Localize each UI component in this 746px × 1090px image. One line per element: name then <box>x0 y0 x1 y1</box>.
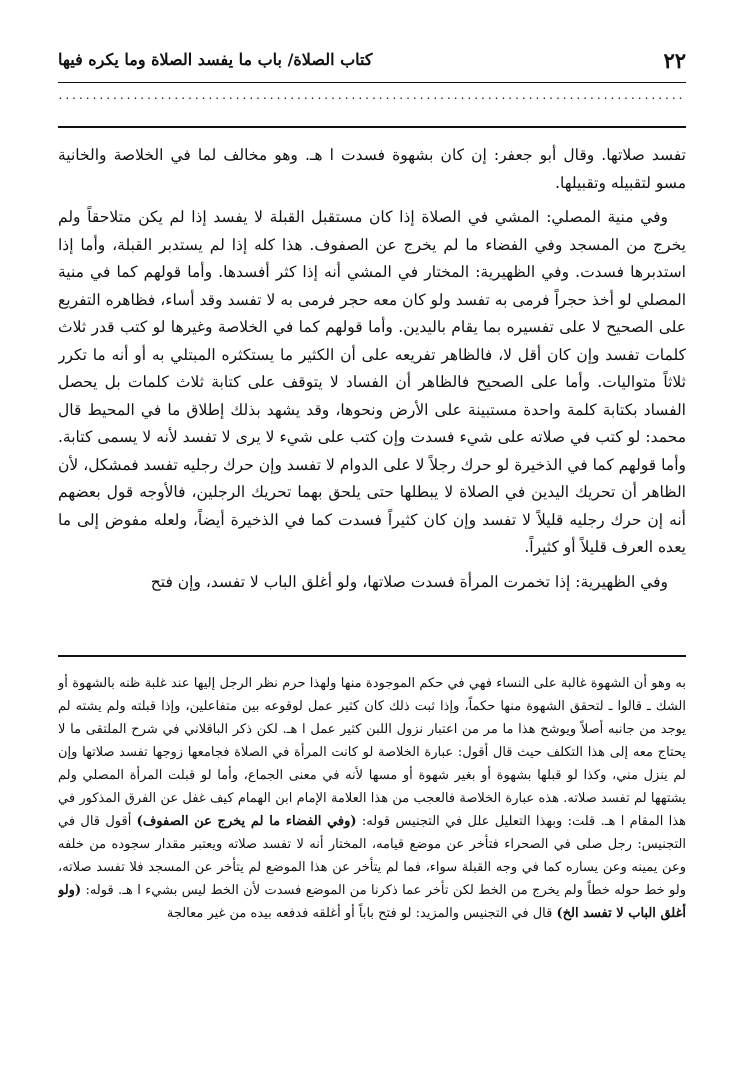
commentary-rule <box>58 655 686 657</box>
commentary-text-run: قال في التجنيس والمزيد: لو فتح باباً أو أغلقه فدفعه بيده من غير معالجة <box>166 906 557 921</box>
page-number: ٢٢ <box>663 48 686 73</box>
dotted-separator: ............................................................................................ <box>58 88 686 102</box>
commentary-text <box>58 672 686 1082</box>
running-title: كتاب الصلاة/ باب ما يفسد الصلاة وما يكره فيها <box>58 50 373 69</box>
main-paragraph: تفسد صلاتها. وقال أبو جعفر: إن كان بشهوة فسدت ا هـ. وهو مخالف لما في الخلاصة والخانية مسو لتقبيله وتقبيلها. <box>58 146 686 192</box>
commentary-paragraph <box>58 672 686 925</box>
commentary-text-run: أقول قال في التجنيس: رجل صلى في الصحراء فتأخر عن موضع قيامه، المختار أنه لا تفسد صلاته ويعتبر مقدار سجوده من خلفه وعن يمينه وعن يساره كما في وجه القبلة سواء، فما لم يتأخر عن هذا الموضع لم يتأخر عن المسجد فلا تفسد صلاته، ولو خط حوله خطاً ولم يخرج من الخط لكن تأخر عما ذكرنا من الموضع فسدت لأن الخط ليس بشيء ا هـ. قوله: <box>58 814 686 898</box>
main-paragraph: وفي منية المصلي: المشي في الصلاة إذا كان مستقبل القبلة لا يفسد إذا لم يكن متلاحقاً ولم يخرج من المسجد وفي الفضاء ما لم يخرج عن الصفوف. هذا كله إذا لم يستدبر القبلة، وأما إذا استدبرها فسدت. وفي الظهيرية: المختار في المشي أنه إذا كثر أفسدها. وأما قولهم كما في منية المصلي لو أخذ حجراً فرمى به تفسد ولو كان معه حجر فرمى به لا تفسد وقد أساء، فظاهره التفريع على الصحيح لا على تفسيره بما يقام باليدين. وأما قولهم كما في الخلاصة وغيرها لو كتب قدر ثلاث كلمات تفسد وإن كان أقل لا، فالظاهر تفريعه على أن الكثير ما يستكثره المبتلي به أو أنه ما تكرر ثلاثاً متواليات. وأما على الصحيح فالظاهر أن الفساد لا يتوقف على كتابة ثلاث كلمات بل يحصل الفساد بكتابة كلمة واحدة مستبينة على الأرض ونحوها، وقد يشهد بذلك إطلاق ما في المحيط قال محمد: لو كتب في صلاته على شيء فسدت وإن كتب على شيء لا يرى لا تفسد لأنه لا يسمى كتابة. وأما قولهم كما في الذخيرة لو حرك رجلاً لا على الدوام لا تفسد وإن حرك رجليه تفسد فمشكل، لأن الظاهر أن تحريك اليدين في الصلاة لا يبطلها حتى يلحق بهما تحريك الرجلين، فالأوجه قول بعضهم أنه إن حرك رجليه قليلاً لا تفسد وإن كان كثيراً فسدت كما في الذخيرة أيضاً، ولعله مفوض إلى ما يعده العرف قليلاً أو كثيراً. <box>58 208 686 556</box>
commentary-quote: (ولو أغلق الباب لا تفسد الخ) <box>58 883 686 921</box>
commentary-quote: (وفي الفضاء ما لم يخرج عن الصفوف) <box>136 814 357 829</box>
main-text <box>58 142 686 648</box>
header-rule <box>58 82 686 83</box>
main-top-rule <box>58 126 686 128</box>
main-paragraph: وفي الظهيرية: إذا تخمرت المرأة فسدت صلاتها، ولو أغلق الباب لا تفسد، وإن فتح <box>150 572 668 591</box>
commentary-text-run: به وهو أن الشهوة غالبة على النساء فهي في حكم الموجودة منها ولهذا حرم نظر الرجل إليها عند غلبة ظنه بالشهوة أو الشك ـ قالوا ـ لتحقق الشهوة منها حكماً، وإذا ثبت ذلك كان كثير عمل لوقوعه بين متفاعلين، وإذا قبلته ولم يشته لم يوجد من جانبه أصلاً ويوشح هذا ما مر من اعتبار نزول اللبن كثير عمل ا هـ. لكن ذكر الباقلاني في شرح الملتقى ما لا يحتاج معه إلى هذا التكلف حيث قال أقول: عبارة الخلاصة لو كانت المرأة في الصلاة فجامعها زوجها تفسد صلاتها وإن لم ينزل مني، وكذا لو قبلها بشهوة أو بغير شهوة أو مسها لأنه في معنى الجماع، وأما لو قبلت المرأة المصلي ولم يشتهها لم تفسد صلاته. هذه عبارة الخلاصة فالعجب من هذا العلامة الإمام ابن الهمام كيف غفل عن الفرق المذكور في هذا المقام ا هـ. قلت: وبهذا التعليل علل في التجنيس قوله: <box>58 676 686 829</box>
running-header <box>58 48 686 82</box>
